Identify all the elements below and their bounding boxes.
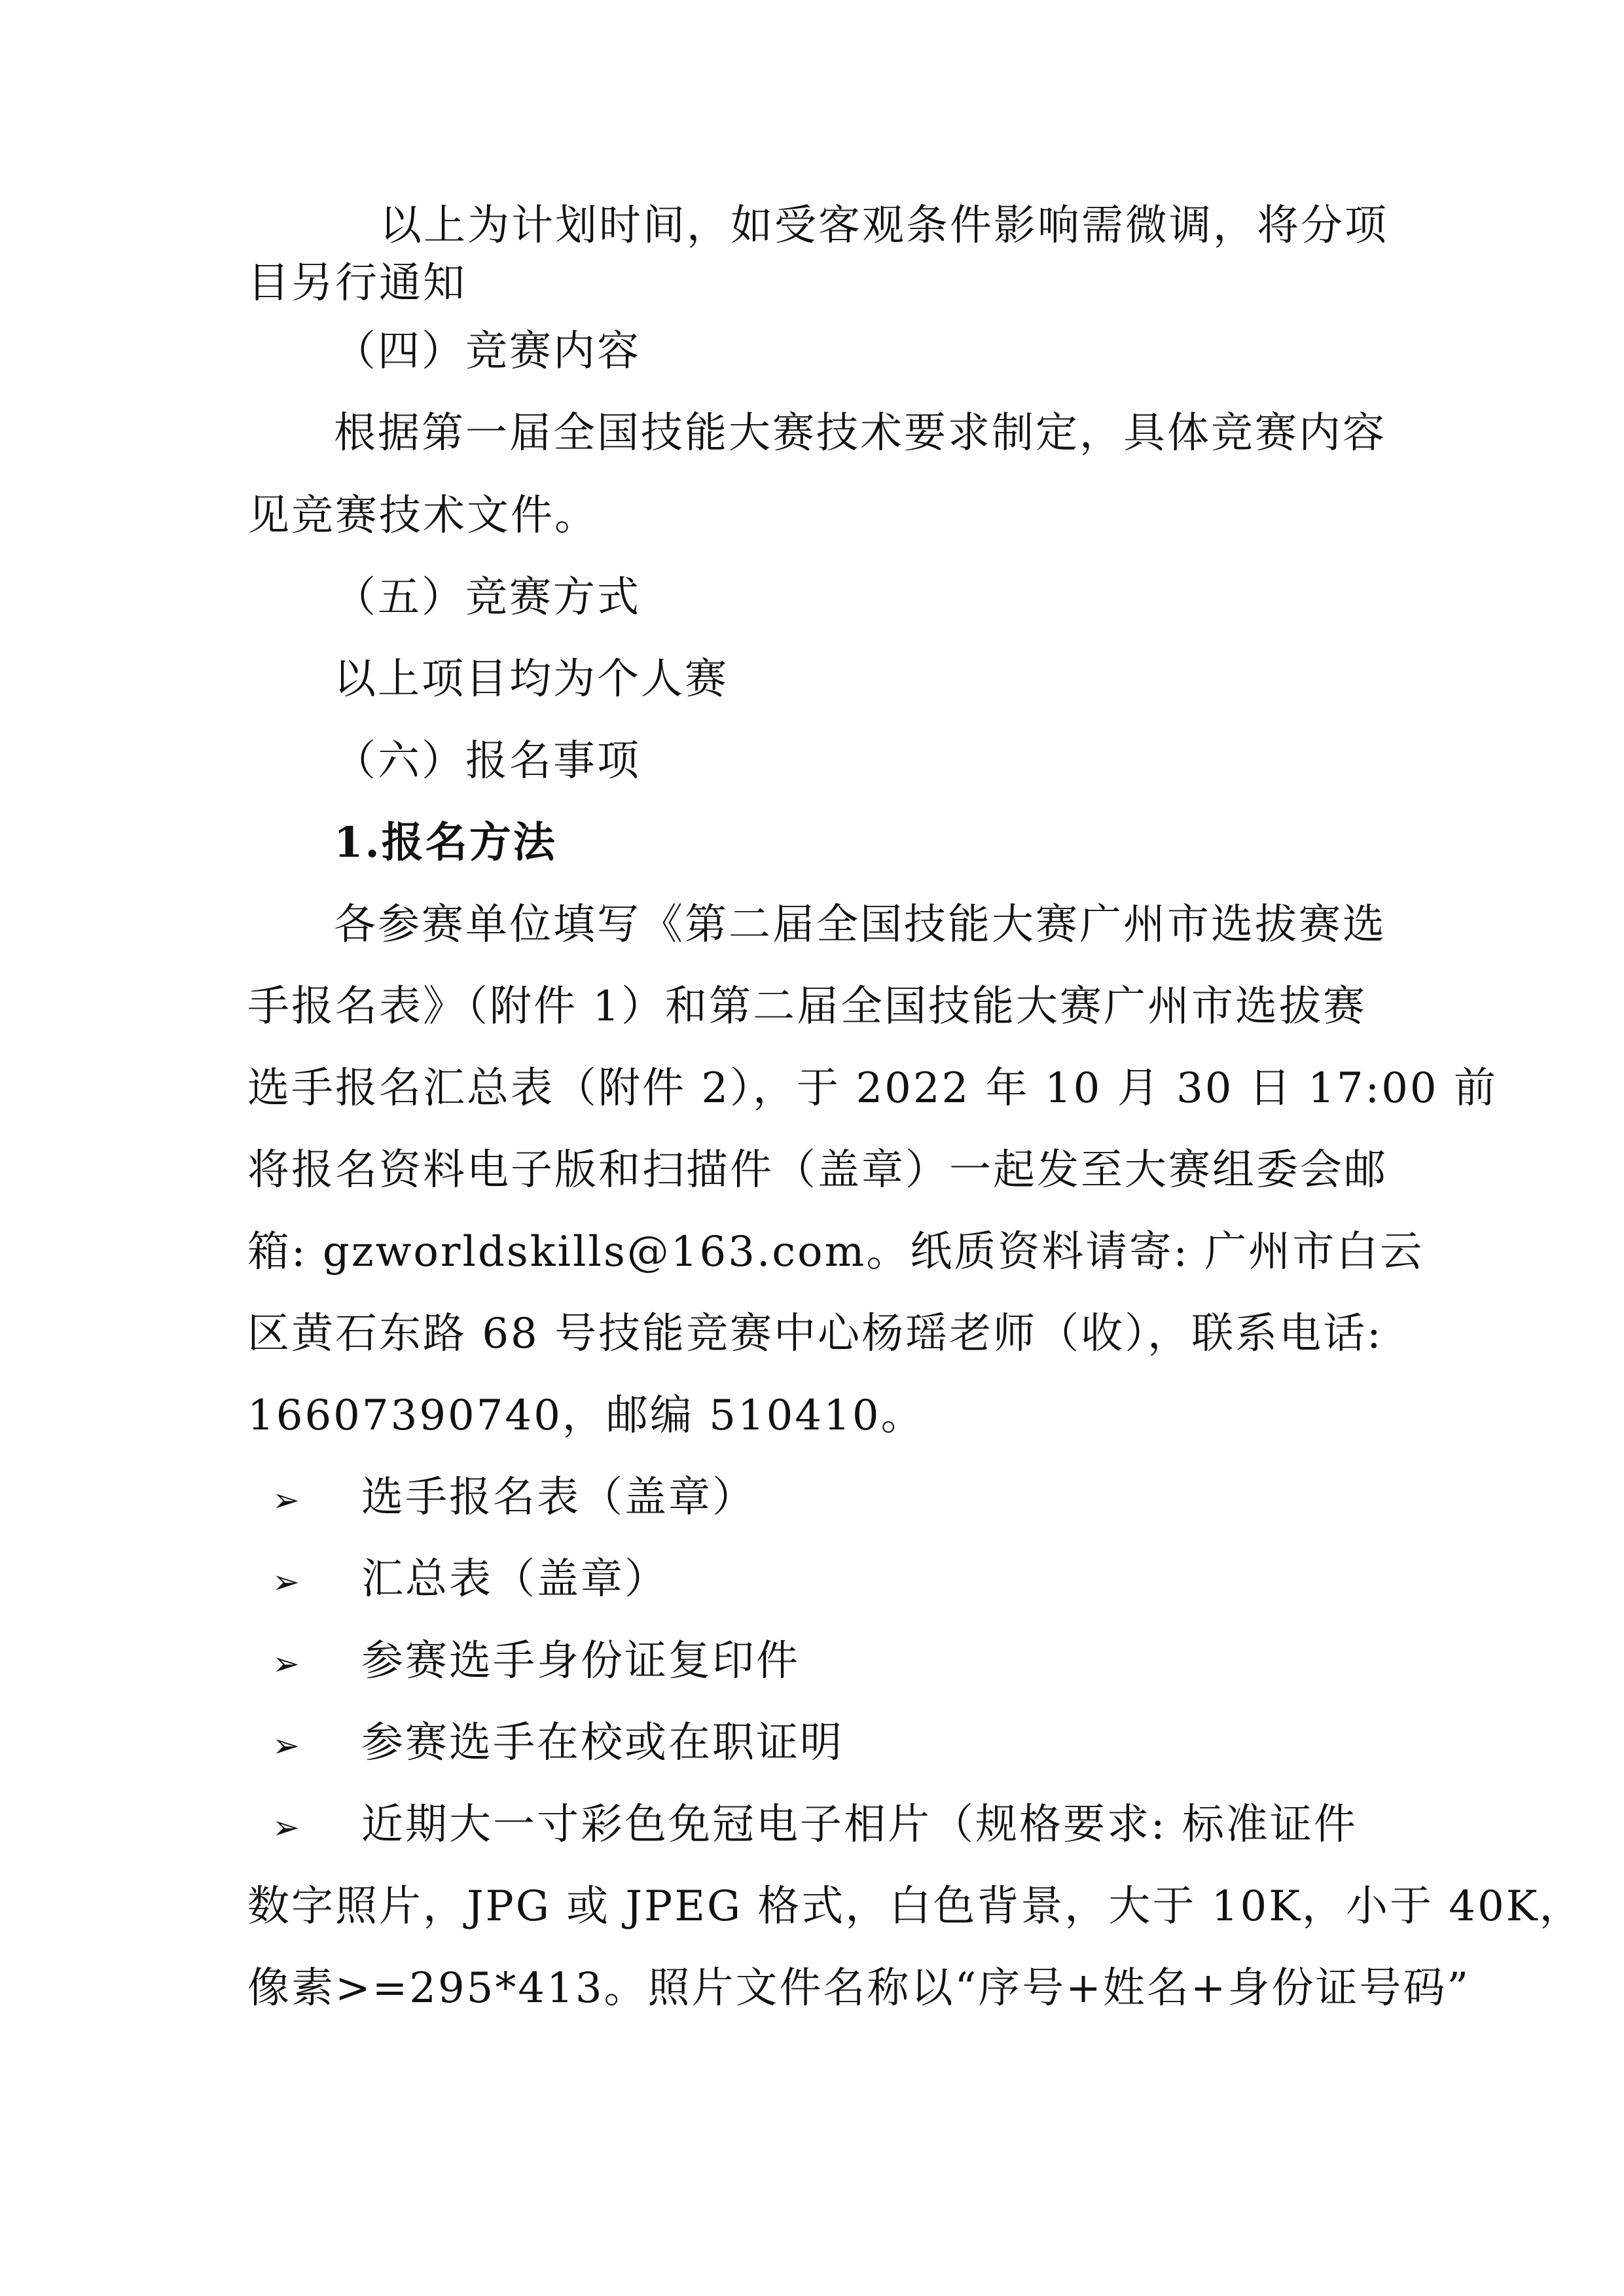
text-line-12: 选手报名汇总表（附件 2），于 2022 年 10 月 30 日 17:00 前 (247, 1064, 1498, 1113)
text-line-4: 根据第一届全国技能大赛技术要求制定，具体竞赛内容 (334, 409, 1386, 457)
arrow-bullet-icon: ➢ (272, 1808, 302, 1846)
bullet-item-5 (272, 1799, 1358, 1854)
arrow-bullet-icon: ➢ (272, 1563, 302, 1601)
text-line-2: 目另行通知 (247, 259, 467, 308)
section-heading-content: （四）竞赛内容 (334, 327, 641, 376)
text-line-11: 手报名表》（附件 1）和第二届全国技能大赛广州市选拔赛 (247, 982, 1367, 1031)
text-line-13: 将报名资料电子版和扫描件（盖章）一起发至大赛组委会邮 (247, 1146, 1388, 1194)
section-heading-registration: （六）报名事项 (334, 737, 641, 785)
bullet-item-1 (272, 1471, 756, 1526)
section-heading-method: （五）竞赛方式 (334, 573, 641, 622)
subheading-registration-method: 1.报名方法 (334, 818, 557, 867)
arrow-bullet-icon: ➢ (272, 1481, 302, 1519)
text-line-5: 见竞赛技术文件。 (247, 492, 598, 540)
text-line-7: 以上项目均为个人赛 (334, 655, 729, 704)
bullet-text-1: 选手报名表（盖章） (361, 1473, 756, 1522)
bullet-text-3: 参赛选手身份证复印件 (361, 1637, 800, 1685)
bullet-item-2 (272, 1553, 668, 1608)
bullet-item-3 (272, 1635, 800, 1690)
text-line-15: 区黄石东路 68 号技能竞赛中心杨瑶老师（收），联系电话: (247, 1310, 1383, 1358)
bullet-text-2: 汇总表（盖章） (361, 1555, 668, 1604)
bullet-item-4 (272, 1717, 844, 1772)
text-line-16: 16607390740，邮编 510410。 (247, 1391, 925, 1440)
text-line-10: 各参赛单位填写《第二届全国技能大赛广州市选拔赛选 (334, 901, 1386, 949)
bullet-text-4: 参赛选手在校或在职证明 (361, 1719, 844, 1767)
arrow-bullet-icon: ➢ (272, 1727, 302, 1765)
bullet-text-5: 近期大一寸彩色免冠电子相片（规格要求: 标准证件 (361, 1801, 1358, 1849)
text-line-tail-2: 像素>=295*413。照片文件名称以“序号+姓名+身份证号码” (247, 1964, 1471, 2013)
text-line-1: 以上为计划时间，如受客观条件影响需微调，将分项 (380, 202, 1388, 250)
arrow-bullet-icon: ➢ (272, 1645, 302, 1683)
text-line-14: 箱: gzworldskills@163.com。纸质资料请寄: 广州市白云 (247, 1228, 1424, 1276)
text-line-tail-1: 数字照片，JPG 或 JPEG 格式，白色背景，大于 10K，小于 40K， (247, 1882, 1583, 1931)
